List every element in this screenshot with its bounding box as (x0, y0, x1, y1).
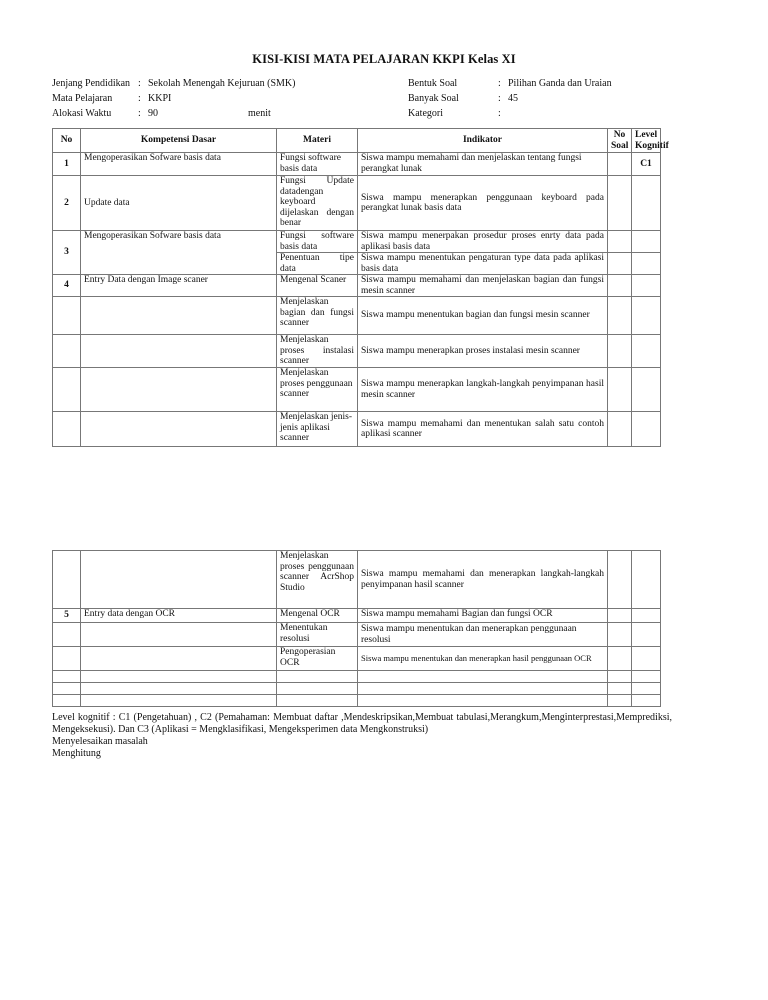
row-no: 3 (53, 231, 81, 275)
info-sep: : (498, 108, 501, 119)
row-kompetensi (81, 551, 277, 609)
row-kompetensi: Mengoperasikan Sofware basis data (81, 153, 277, 176)
row-no-soal (608, 231, 632, 253)
row-no-soal (608, 335, 632, 368)
row-level (632, 176, 661, 231)
row-no: 2 (53, 176, 81, 231)
header-no: No (53, 129, 81, 153)
row-kompetensi: Entry data dengan OCR (81, 609, 277, 623)
info-row-banyak (408, 91, 612, 106)
row-level (632, 647, 661, 671)
row-kompetensi: Update data (81, 176, 277, 231)
row-kompetensi (81, 335, 277, 368)
table-row (53, 412, 661, 447)
page-title: KISI-KISI MATA PELAJARAN KKPI Kelas XI (252, 52, 516, 66)
row-level (632, 275, 661, 297)
info-label: Mata Pelajaran (52, 93, 113, 104)
header-kompetensi: Kompetensi Dasar (81, 129, 277, 153)
row-indikator: Siswa mampu memahami dan menjelaskan bagian dan fungsi mesin scanner (358, 275, 608, 297)
row-kompetensi: Mengoperasikan Sofware basis data (81, 231, 277, 275)
row-level (632, 253, 661, 275)
row-no (53, 368, 81, 412)
row-kompetensi (81, 412, 277, 447)
info-sep: : (138, 93, 141, 104)
table-row-empty (53, 671, 661, 683)
row-level (632, 412, 661, 447)
row-no-soal (608, 551, 632, 609)
info-sep: : (498, 78, 501, 89)
row-no-soal (608, 412, 632, 447)
row-no: 5 (53, 609, 81, 623)
legend (52, 712, 672, 760)
legend-line-2: Menyelesaikan masalah (52, 736, 148, 747)
info-value: KKPI (148, 93, 172, 104)
info-label: Kategori (408, 108, 443, 119)
header-indikator: Indikator (358, 129, 608, 153)
row-kompetensi (81, 623, 277, 647)
row-no-soal (608, 176, 632, 231)
row-materi: Menentukan resolusi (277, 623, 358, 647)
table-row-empty (53, 683, 661, 695)
row-kompetensi: Entry Data dengan Image scaner (81, 275, 277, 297)
row-indikator: Siswa mampu menentukan bagian dan fungsi mesin scanner (358, 297, 608, 335)
row-kompetensi (81, 297, 277, 335)
row-indikator: Siswa mampu memahami dan menjelaskan tentang fungsi perangkat lunak (358, 153, 608, 176)
info-row-mapel (52, 91, 295, 106)
kisi-table-1 (52, 128, 669, 447)
info-value: Sekolah Menengah Kejuruan (SMK) (148, 78, 296, 89)
row-indikator: Siswa mampu menentukan dan menerapkan penggunaan resolusi (358, 623, 608, 647)
row-kompetensi (81, 647, 277, 671)
row-no: 4 (53, 275, 81, 297)
row-level (632, 231, 661, 253)
info-row-bentuk (408, 76, 612, 91)
table-row (53, 231, 661, 253)
info-left (52, 76, 295, 121)
info-label: Banyak Soal (408, 93, 459, 104)
table-row (53, 275, 661, 297)
info-value: Pilihan Ganda dan Uraian (508, 78, 612, 89)
row-indikator: Siswa mampu menerapkan langkah-langkah penyimpanan hasil mesin scanner (358, 368, 608, 412)
row-level (632, 368, 661, 412)
header-no-soal: No Soal (608, 129, 632, 153)
info-row-kategori (408, 106, 612, 121)
row-no-soal (608, 647, 632, 671)
row-indikator: Siswa mampu menerapkan penggunaan keyboard pada perangkat lunak basis data (358, 176, 608, 231)
row-materi: Menjelaskan jenis-jenis aplikasi scanner (277, 412, 358, 447)
table-row (53, 609, 661, 623)
row-indikator: Siswa mampu menentukan dan menerapkan hasil penggunaan OCR (358, 647, 608, 671)
row-indikator: Siswa mampu memahami Bagian dan fungsi OCR (358, 609, 608, 623)
table-row (53, 551, 661, 609)
row-no-soal (608, 609, 632, 623)
table-row-empty (53, 695, 661, 707)
row-materi: Fungsi software basis data (277, 231, 358, 253)
row-indikator: Siswa mampu memahami dan menerapkan langkah-langkah penyimpanan hasil scanner (358, 551, 608, 609)
row-no-soal (608, 253, 632, 275)
info-sep: : (138, 78, 141, 89)
info-right (408, 76, 612, 121)
table-header-row (53, 129, 661, 153)
row-kompetensi (81, 368, 277, 412)
row-materi: Menjelaskan bagian dan fungsi scanner (277, 297, 358, 335)
table-row (53, 647, 661, 671)
row-indikator: Siswa mampu menerapkan proses instalasi mesin scanner (358, 335, 608, 368)
info-label: Alokasi Waktu (52, 108, 112, 119)
info-label: Bentuk Soal (408, 78, 458, 89)
info-unit: menit (248, 108, 271, 119)
row-level (632, 609, 661, 623)
row-no (53, 335, 81, 368)
info-sep: : (138, 108, 141, 119)
row-level (632, 335, 661, 368)
table-row (53, 176, 661, 231)
row-materi: Pengoperasian OCR (277, 647, 358, 671)
row-no (53, 551, 81, 609)
header-level: Level Kognitif (632, 129, 661, 153)
row-indikator: Siswa mampu menentukan pengaturan type data pada aplikasi basis data (358, 253, 608, 275)
row-no-soal (608, 153, 632, 176)
header-materi: Materi (277, 129, 358, 153)
table-row (53, 297, 661, 335)
row-no-soal (608, 275, 632, 297)
info-label: Jenjang Pendidikan (52, 78, 131, 89)
info-row-alokasi (52, 106, 295, 121)
row-materi: Menjelaskan proses instalasi scanner (277, 335, 358, 368)
legend-line-1: Level kognitif : C1 (Pengetahuan) , C2 (Pemahaman: Membuat daftar ,Mendeskripsikan,Membuat tabulasi,Merangkum,Menginterprestasi,Memprediksi, Mengeksekusi). Dan C3 (Aplikasi = Mengklasifikasi, Mengeksperimen data Mengkonstruksi) (52, 712, 672, 735)
legend-line-3: Menghitung (52, 748, 101, 759)
row-no (53, 623, 81, 647)
table-row (53, 153, 661, 176)
row-no (53, 647, 81, 671)
row-materi: Fungsi Update datadengan keyboard dijelaskan dengan benar (277, 176, 358, 231)
row-no-soal (608, 297, 632, 335)
row-level (632, 297, 661, 335)
row-materi: Menjelaskan proses penggunaan scanner AcrShop Studio (277, 551, 358, 609)
row-no: 1 (53, 153, 81, 176)
row-materi: Mengenal Scaner (277, 275, 358, 297)
table-row (53, 335, 661, 368)
row-materi: Mengenal OCR (277, 609, 358, 623)
info-row-jenjang (52, 76, 295, 91)
row-level (632, 623, 661, 647)
info-value: 90 (148, 108, 158, 119)
info-value: 45 (508, 93, 518, 104)
row-materi: Fungsi software basis data (277, 153, 358, 176)
row-no-soal (608, 368, 632, 412)
row-materi: Menjelaskan proses penggunaan scanner (277, 368, 358, 412)
row-no-soal (608, 623, 632, 647)
table-row (53, 623, 661, 647)
row-no (53, 297, 81, 335)
row-indikator: Siswa mampu memahami dan menentukan salah satu contoh aplikasi scanner (358, 412, 608, 447)
row-level (632, 551, 661, 609)
table-row (53, 368, 661, 412)
row-no (53, 412, 81, 447)
row-materi: Penentuan tipe data (277, 253, 358, 275)
kisi-table-2 (52, 550, 661, 707)
row-level: C1 (632, 153, 661, 176)
info-sep: : (498, 93, 501, 104)
row-indikator: Siswa mampu menerpakan prosedur proses enrty data pada aplikasi basis data (358, 231, 608, 253)
